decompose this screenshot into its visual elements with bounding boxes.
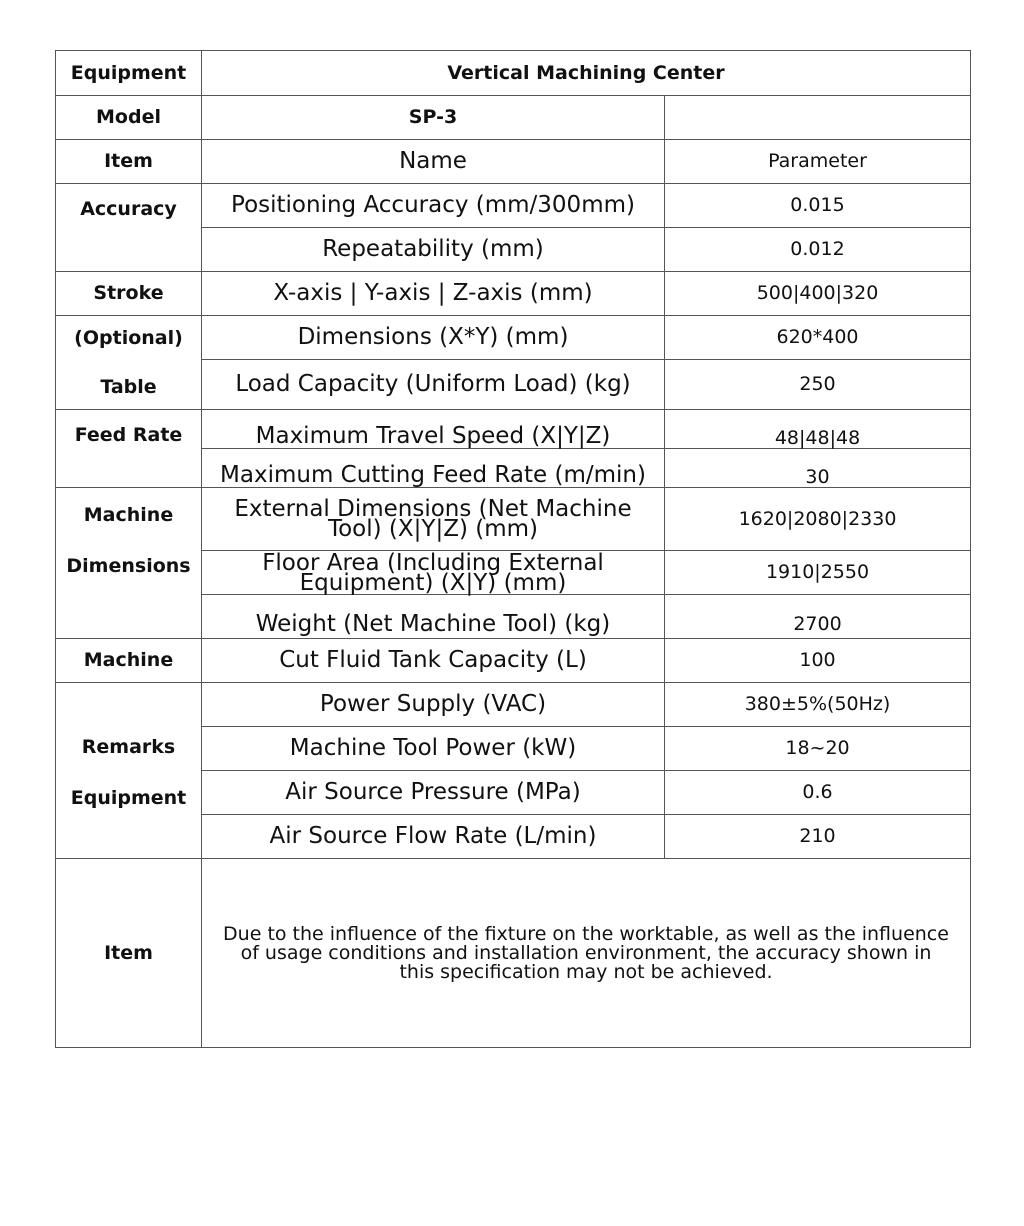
- row-name: Maximum Cutting Feed Rate (m/min): [202, 449, 665, 488]
- row-value: 2700: [665, 595, 971, 639]
- row-value: 18~20: [665, 727, 971, 771]
- equipment-value: Vertical Machining Center: [202, 51, 971, 96]
- table-row: [56, 410, 971, 449]
- table-group-label-line2: Table: [100, 375, 157, 398]
- table-row: [56, 683, 971, 727]
- row-value: 48|48|48: [665, 410, 971, 449]
- row-name: Positioning Accuracy (mm/300mm): [202, 184, 665, 228]
- row-name: Maximum Travel Speed (X|Y|Z): [202, 410, 665, 449]
- note-label: Item: [56, 859, 202, 1048]
- row-name-line2: Tool) (X|Y|Z) (mm): [327, 516, 539, 542]
- row-name: Power Supply (VAC): [202, 683, 665, 727]
- specification-table: [55, 50, 971, 1048]
- row-value: 0.012: [665, 228, 971, 272]
- row-value: 0.6: [665, 771, 971, 815]
- stroke-group-label: Stroke: [56, 272, 202, 316]
- row-name-line1: Floor Area (Including External: [262, 549, 604, 576]
- feed-rate-group-label: Feed Rate: [56, 410, 202, 488]
- note-text: [202, 859, 971, 1048]
- row-value: 1620|2080|2330: [665, 488, 971, 551]
- equipment-label: Equipment: [56, 51, 202, 96]
- note-line3: this specification may not be achieved.: [399, 960, 773, 983]
- row-value: 100: [665, 639, 971, 683]
- item-label: Item: [56, 140, 202, 184]
- row-name: [202, 488, 665, 551]
- table-row: [56, 184, 971, 228]
- row-name: Load Capacity (Uniform Load) (kg): [202, 360, 665, 410]
- note-line2: of usage conditions and installation environment, the accuracy shown in: [240, 941, 932, 964]
- row-name: [202, 551, 665, 595]
- row-value: 210: [665, 815, 971, 859]
- table-group-label: [56, 316, 202, 410]
- row-value: 30: [665, 449, 971, 488]
- row-name-line1: External Dimensions (Net Machine: [234, 496, 632, 522]
- remarks-group-label: [56, 683, 202, 859]
- remarks-label-line1: Remarks: [81, 735, 176, 758]
- accuracy-group-label: Accuracy: [56, 184, 202, 272]
- row-name: Machine Tool Power (kW): [202, 727, 665, 771]
- row-value: 1910|2550: [665, 551, 971, 595]
- machine-group-label: Machine: [56, 639, 202, 683]
- row-value: 620*400: [665, 316, 971, 360]
- parameter-column-header: Parameter: [665, 140, 971, 184]
- table-group-label-line1: (Optional): [74, 326, 183, 349]
- column-header-row: [56, 140, 971, 184]
- row-name: X-axis | Y-axis | Z-axis (mm): [202, 272, 665, 316]
- machine-dimensions-label-line2: Dimensions: [66, 555, 191, 577]
- row-value: 380±5%(50Hz): [665, 683, 971, 727]
- row-name: Air Source Pressure (MPa): [202, 771, 665, 815]
- row-name: Dimensions (X*Y) (mm): [202, 316, 665, 360]
- equipment-row: [56, 51, 971, 96]
- note-line1: Due to the influence of the fixture on the worktable, as well as the influence: [223, 922, 949, 945]
- row-value: 500|400|320: [665, 272, 971, 316]
- row-name: Cut Fluid Tank Capacity (L): [202, 639, 665, 683]
- remarks-label-line2: Equipment: [70, 786, 187, 809]
- model-row: [56, 96, 971, 140]
- row-value: 0.015: [665, 184, 971, 228]
- table-row: [56, 639, 971, 683]
- row-value: 250: [665, 360, 971, 410]
- table-row: [56, 488, 971, 551]
- machine-dimensions-label-line1: Machine: [83, 504, 174, 526]
- table-row: [56, 316, 971, 360]
- row-name: Weight (Net Machine Tool) (kg): [202, 595, 665, 639]
- row-name: Air Source Flow Rate (L/min): [202, 815, 665, 859]
- row-name-line2: Equipment) (X|Y) (mm): [299, 569, 567, 596]
- machine-dimensions-group-label: [56, 488, 202, 639]
- model-label: Model: [56, 96, 202, 140]
- name-column-header: Name: [202, 140, 665, 184]
- row-name: Repeatability (mm): [202, 228, 665, 272]
- table-row: [56, 272, 971, 316]
- note-row: [56, 859, 971, 1048]
- model-empty-cell: [665, 96, 971, 140]
- model-value: SP-3: [202, 96, 665, 140]
